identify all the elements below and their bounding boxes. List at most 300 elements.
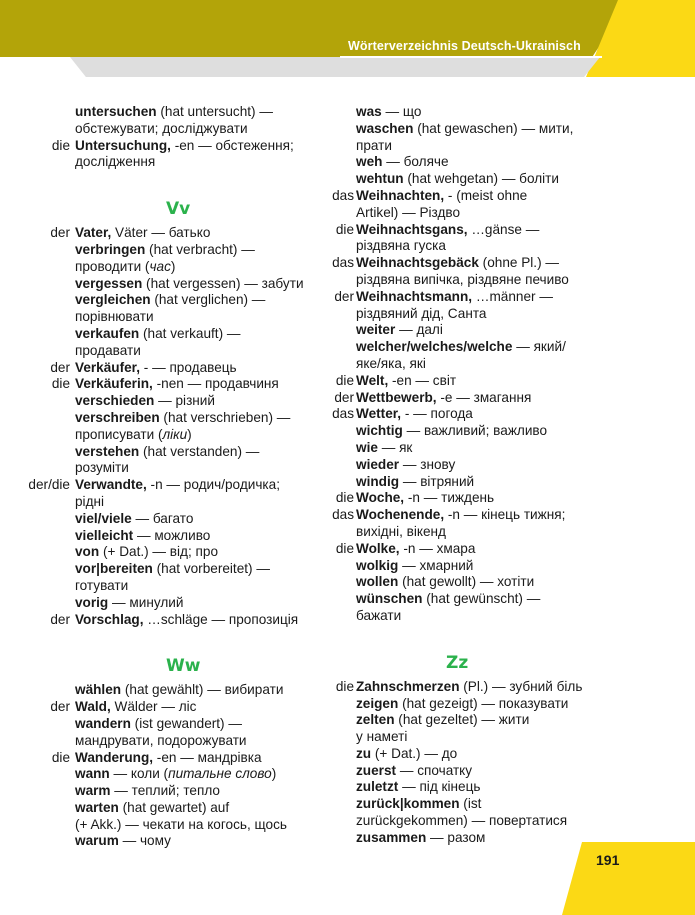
headword: Welt, — [356, 372, 389, 388]
entry-body — [75, 561, 315, 595]
translation-text: - (meist ohne — [444, 187, 528, 203]
entry-body — [75, 477, 315, 511]
dictionary-entry — [0, 682, 320, 699]
dictionary-entry — [320, 255, 590, 289]
entry-line — [356, 423, 594, 440]
entry-line — [75, 242, 315, 259]
translation-text: порівнювати — [75, 309, 154, 325]
headword: zu — [356, 745, 372, 761]
translation-text: (+ Akk.) — чекати на когось, щось — [75, 816, 287, 832]
translation-text: (Pl.) — зубний біль — [459, 678, 583, 694]
entry-line — [75, 817, 315, 834]
entry-line — [75, 410, 315, 427]
translation-text: різдвяна випічка, різдвяне печиво — [356, 271, 569, 287]
entry-line — [75, 376, 315, 393]
entry-body — [75, 766, 315, 783]
entry-line — [75, 427, 315, 444]
dictionary-entry — [0, 800, 320, 834]
translation-text: - — погода — [401, 406, 473, 422]
dictionary-entry — [320, 222, 590, 256]
translation-text: (ist gewandert) — — [130, 715, 242, 731]
dictionary-entry — [320, 696, 590, 713]
headword: Zahnschmerzen — [356, 678, 460, 694]
entry-article: das — [332, 187, 354, 203]
headword: von — [75, 544, 100, 560]
entry-line — [356, 474, 594, 491]
entry-body — [75, 595, 315, 612]
translation-text: -n — тиждень — [404, 490, 495, 506]
headword: Weihnachtsmann, — [356, 288, 473, 304]
italic-note: ліки — [162, 426, 188, 442]
dictionary-entry — [320, 423, 590, 440]
translation-text: (hat gezeltet) — жити — [394, 712, 530, 728]
dictionary-entry — [0, 766, 320, 783]
translation-text: яке/яка, які — [356, 355, 426, 371]
headword: warten — [75, 799, 119, 815]
headword: Wolke, — [356, 540, 400, 556]
dictionary-entry — [0, 444, 320, 478]
headword: Verkäufer, — [75, 359, 140, 375]
entry-line — [75, 544, 315, 561]
italic-note: питальне слово — [168, 766, 272, 782]
entry-line — [75, 154, 315, 171]
translation-text: -n — хмара — [399, 540, 476, 556]
translation-text: ) — [187, 426, 192, 442]
entry-article: der — [334, 389, 354, 405]
translation-text: (hat verstanden) — — [139, 443, 260, 459]
dictionary-entry — [0, 612, 320, 629]
headword: weh — [356, 154, 383, 170]
entry-line — [356, 457, 594, 474]
entry-line — [75, 276, 315, 293]
page-number: 191 — [596, 852, 620, 868]
entry-body — [75, 326, 315, 360]
entry-article: die — [51, 376, 70, 392]
translation-text: -n — родич/родичка; — [146, 477, 281, 493]
entry-body — [356, 474, 594, 491]
dictionary-entry — [0, 276, 320, 293]
entry-body — [356, 712, 594, 746]
entry-body — [356, 339, 594, 373]
dictionary-entry — [320, 440, 590, 457]
entry-line — [356, 205, 594, 222]
headword: waschen — [356, 120, 414, 136]
entry-body — [75, 410, 315, 444]
translation-text: (hat gewollt) — хотіти — [398, 574, 535, 590]
entry-line — [356, 558, 594, 575]
translation-text: у наметі — [356, 729, 408, 745]
headword: Wetter, — [356, 406, 402, 422]
headword: was — [356, 104, 382, 119]
entry-line — [356, 356, 594, 373]
entry-line — [75, 528, 315, 545]
dictionary-entry — [320, 390, 590, 407]
headword: zusammen — [356, 829, 427, 845]
entry-line — [356, 306, 594, 323]
entry-line — [356, 729, 594, 746]
translation-text: вихідні, вікенд — [356, 523, 446, 539]
entry-body — [356, 104, 594, 121]
entry-body — [356, 558, 594, 575]
translation-text: — спочатку — [396, 762, 473, 778]
headword: Wettbewerb, — [356, 389, 437, 405]
entry-body — [356, 423, 594, 440]
dictionary-entry — [0, 242, 320, 276]
dictionary-entry — [320, 457, 590, 474]
entry-body — [356, 457, 594, 474]
entry-line — [75, 121, 315, 138]
translation-text: (hat wehgetan) — боліти — [403, 171, 560, 187]
entry-body — [356, 763, 594, 780]
headword: Untersuchung, — [75, 137, 171, 153]
translation-text: бажати — [356, 607, 402, 623]
headword: wünschen — [356, 591, 423, 607]
dictionary-entry — [320, 171, 590, 188]
entry-line — [356, 322, 594, 339]
entry-article: die — [335, 490, 354, 506]
headword: warm — [75, 783, 111, 799]
entry-line — [75, 292, 315, 309]
translation-text: різдвяний дід, Санта — [356, 305, 487, 321]
dictionary-entry — [320, 763, 590, 780]
headword: wie — [356, 439, 378, 455]
headword: welcher/welches/welche — [356, 339, 513, 355]
translation-text: — різний — [154, 393, 215, 409]
entry-article: die — [51, 137, 70, 153]
page-header-title: Wörterverzeichnis Deutsch-Ukrainisch — [348, 39, 581, 53]
headword: verstehen — [75, 443, 140, 459]
entry-line — [356, 154, 594, 171]
dictionary-entry — [0, 326, 320, 360]
translation-text: Wälder — ліс — [110, 699, 197, 715]
dictionary-entry — [0, 544, 320, 561]
entry-line — [75, 561, 315, 578]
entry-body — [356, 222, 594, 256]
entry-body — [75, 376, 315, 393]
entry-body — [356, 322, 594, 339]
entry-line — [356, 796, 594, 813]
headword: Weihnachten, — [356, 187, 445, 203]
entry-body — [356, 255, 594, 289]
translation-text: Väter — батько — [111, 225, 211, 241]
dictionary-entry — [0, 225, 320, 242]
entry-line — [75, 477, 315, 494]
translation-text: (ist — [459, 796, 482, 812]
translation-text: (hat vorbereitet) — — [152, 561, 270, 577]
headword: zuletzt — [356, 779, 399, 795]
entry-body — [75, 444, 315, 478]
entry-line — [75, 393, 315, 410]
entry-body — [356, 541, 594, 558]
translation-text: — теплий; тепло — [110, 783, 220, 799]
headword: wehtun — [356, 171, 404, 187]
translation-text: — коли ( — [109, 766, 169, 782]
translation-text: різдвяна гуска — [356, 238, 446, 254]
headword: viel/viele — [75, 510, 132, 526]
dictionary-entry — [0, 528, 320, 545]
left-column — [0, 104, 320, 850]
entry-article: der — [50, 359, 70, 375]
dictionary-entry — [0, 376, 320, 393]
entry-line — [356, 188, 594, 205]
entry-line — [356, 524, 594, 541]
dictionary-entry — [0, 511, 320, 528]
entry-line — [75, 225, 315, 242]
dictionary-entry — [0, 783, 320, 800]
entry-body — [75, 292, 315, 326]
entry-line — [356, 712, 594, 729]
entry-line — [356, 574, 594, 591]
headword: verschieden — [75, 393, 155, 409]
dictionary-entry — [320, 373, 590, 390]
entry-line — [356, 238, 594, 255]
entry-body — [75, 528, 315, 545]
headword: zeigen — [356, 695, 399, 711]
translation-text: — під кінець — [398, 779, 481, 795]
translation-text: розуміти — [75, 460, 129, 476]
dictionary-entry — [0, 292, 320, 326]
headword: wandern — [75, 715, 131, 731]
entry-body — [356, 746, 594, 763]
headword: zuerst — [356, 762, 397, 778]
translation-text: -en — мандрівка — [153, 749, 262, 765]
entry-body — [356, 679, 594, 696]
dictionary-entry — [320, 121, 590, 155]
dictionary-entry — [320, 712, 590, 746]
translation-text: — разом — [426, 829, 486, 845]
dictionary-entry — [0, 833, 320, 850]
headword: zurück|kommen — [356, 796, 460, 812]
entry-article: der — [50, 611, 70, 627]
headword: verbringen — [75, 241, 146, 257]
entry-body — [356, 591, 594, 625]
dictionary-entry — [320, 779, 590, 796]
entry-line — [75, 766, 315, 783]
translation-text: — що — [381, 104, 422, 119]
translation-text: - — продавець — [140, 359, 237, 375]
translation-text: — чому — [118, 833, 171, 849]
entry-line — [75, 800, 315, 817]
headword: windig — [356, 473, 400, 489]
headword: vielleicht — [75, 527, 134, 543]
dictionary-entry — [320, 591, 590, 625]
translation-text: дослідження — [75, 154, 156, 170]
headword: Weihnachtsgebäck — [356, 255, 479, 271]
entry-body — [356, 796, 594, 830]
dictionary-entry — [0, 699, 320, 716]
entry-body — [75, 225, 315, 242]
dictionary-entry — [320, 490, 590, 507]
entry-line — [356, 104, 594, 121]
translation-text: zurückgekommen) — повертатися — [356, 813, 568, 829]
translation-text: (ohne Pl.) — — [478, 255, 559, 271]
entry-body — [356, 289, 594, 323]
entry-line — [356, 763, 594, 780]
translation-text: Artikel) — Різдво — [356, 204, 461, 220]
entry-line — [75, 578, 315, 595]
translation-text: (hat verkauft) — — [139, 325, 241, 341]
entry-body — [356, 779, 594, 796]
headword: Weihnachtsgans, — [356, 221, 468, 237]
entry-body — [75, 360, 315, 377]
header-shadow-strip — [70, 57, 600, 77]
entry-line — [356, 830, 594, 847]
translation-text: — хмарний — [398, 557, 474, 573]
entry-article: die — [335, 372, 354, 388]
headword: wann — [75, 766, 110, 782]
translation-text: (hat verglichen) — — [150, 292, 266, 308]
headword: vergessen — [75, 275, 143, 291]
translation-text: обстежувати; досліджувати — [75, 120, 248, 136]
headword: Verwandte, — [75, 477, 147, 493]
entry-line — [75, 682, 315, 699]
translation-text: (hat gewählt) — вибирати — [121, 682, 284, 698]
dictionary-entry — [0, 410, 320, 444]
translation-text: — можливо — [133, 527, 211, 543]
footer-corner — [562, 842, 695, 915]
headword: weiter — [356, 322, 396, 338]
entry-body — [75, 511, 315, 528]
entry-body — [356, 121, 594, 155]
translation-text: …männer — — [472, 288, 553, 304]
translation-text: — який/ — [512, 339, 566, 355]
headword: zelten — [356, 712, 395, 728]
entry-line — [356, 591, 594, 608]
entry-line — [356, 138, 594, 155]
entry-body — [356, 440, 594, 457]
entry-line — [75, 833, 315, 850]
entry-body — [356, 373, 594, 390]
translation-text: -n — кінець тижня; — [444, 507, 566, 523]
translation-text: мандрувати, подорожувати — [75, 732, 247, 748]
entry-line — [75, 750, 315, 767]
headword: Woche, — [356, 490, 405, 506]
entry-body — [75, 833, 315, 850]
translation-text: (hat verbracht) — — [145, 241, 255, 257]
dictionary-entry — [0, 595, 320, 612]
headword: wolkig — [356, 557, 399, 573]
entry-body — [75, 612, 315, 629]
translation-text: -en — світ — [388, 372, 457, 388]
entry-body — [75, 242, 315, 276]
dictionary-entry — [320, 541, 590, 558]
dictionary-entry — [320, 289, 590, 323]
entry-article: das — [332, 507, 354, 523]
entry-article: die — [335, 221, 354, 237]
entry-line — [356, 171, 594, 188]
translation-text: …gänse — — [467, 221, 540, 237]
translation-text: продавати — [75, 342, 141, 358]
translation-text: — вітряний — [399, 473, 475, 489]
entry-line — [356, 746, 594, 763]
entry-article: der — [50, 699, 70, 715]
entry-body — [356, 490, 594, 507]
entry-body — [75, 682, 315, 699]
section-letter-heading: Zz — [446, 652, 469, 673]
headword: vergleichen — [75, 292, 151, 308]
translation-text: ) — [170, 258, 176, 274]
entry-line — [75, 444, 315, 461]
entry-line — [75, 511, 315, 528]
entry-line — [75, 343, 315, 360]
entry-body — [75, 716, 315, 750]
right-column — [320, 104, 590, 847]
translation-text: -nen — продавчиня — [152, 376, 279, 392]
entry-line — [75, 716, 315, 733]
translation-text: прописувати ( — [75, 426, 163, 442]
headword: vorig — [75, 594, 109, 610]
entry-line — [356, 121, 594, 138]
entry-article: das — [332, 255, 354, 271]
entry-line — [356, 373, 594, 390]
dictionary-entry — [320, 574, 590, 591]
section-letter-heading: Vv — [166, 199, 191, 220]
translation-text: (hat untersucht) — — [156, 104, 273, 119]
entry-body — [356, 696, 594, 713]
dictionary-entry — [0, 561, 320, 595]
translation-text: …schläge — пропозиція — [143, 611, 299, 627]
translation-text: — далі — [395, 322, 443, 338]
dictionary-entry — [320, 339, 590, 373]
dictionary-entry — [0, 716, 320, 750]
entry-line — [75, 309, 315, 326]
entry-line — [75, 138, 315, 155]
translation-text: — як — [377, 439, 413, 455]
entry-line — [356, 272, 594, 289]
dictionary-entry — [320, 104, 590, 121]
entry-line — [356, 406, 594, 423]
translation-text: прати — [356, 137, 393, 153]
dictionary-entry — [320, 406, 590, 423]
entry-body — [75, 138, 315, 172]
entry-line — [75, 360, 315, 377]
entry-body — [75, 783, 315, 800]
dictionary-entry — [0, 138, 320, 172]
headword: Vater, — [75, 225, 112, 241]
entry-article: die — [335, 540, 354, 556]
entry-body — [356, 171, 594, 188]
entry-line — [75, 494, 315, 511]
entry-article: die — [51, 749, 70, 765]
translation-text: рідні — [75, 493, 105, 509]
headword: verkaufen — [75, 325, 140, 341]
translation-text: проводити ( — [75, 258, 150, 274]
dictionary-entry — [320, 679, 590, 696]
translation-text: — багато — [131, 510, 194, 526]
entry-line — [75, 783, 315, 800]
entry-body — [356, 574, 594, 591]
translation-text: (+ Dat.) — від; про — [99, 544, 219, 560]
dictionary-entry — [320, 796, 590, 830]
entry-article: der — [50, 225, 70, 241]
entry-line — [75, 460, 315, 477]
entry-body — [75, 104, 315, 138]
dictionary-entry — [0, 477, 320, 511]
entry-line — [356, 813, 594, 830]
entry-line — [356, 608, 594, 625]
entry-line — [356, 289, 594, 306]
translation-text: (hat gezeigt) — показувати — [398, 695, 569, 711]
entry-article: die — [335, 678, 354, 694]
translation-text: -e — змагання — [436, 389, 532, 405]
headword: untersuchen — [75, 104, 157, 119]
entry-article: der/die — [28, 477, 70, 493]
entry-line — [356, 779, 594, 796]
entry-body — [75, 699, 315, 716]
header-underline — [340, 56, 602, 58]
entry-line — [75, 259, 315, 276]
translation-text: — знову — [399, 456, 456, 472]
